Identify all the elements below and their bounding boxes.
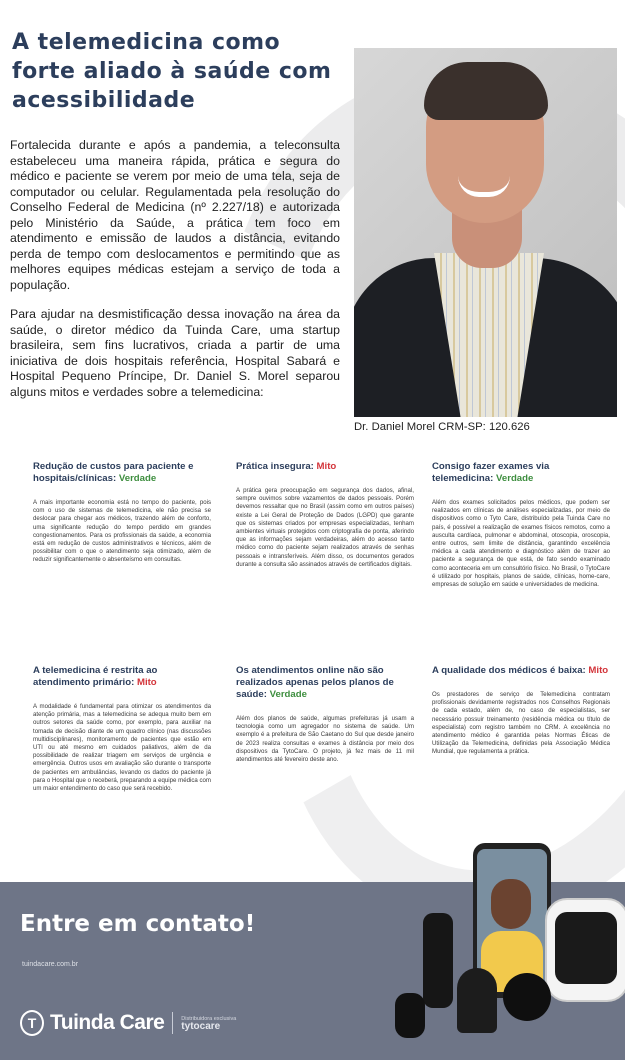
tuinda-logo-icon: T [20, 1010, 44, 1036]
intro-paragraph-1: Fortalecida durante e após a pandemia, a teleconsulta estabeleceu uma maneira rápida, prática e segura do médico e paciente se verem por meio de uma tela, seja de computador ou celular. Regulamentada pela resolução do Conselho Federal de Medicina (nº 2.227/18) e autorizada pelo Ministério da Saúde, a prática tem foco em atendimento e emissão de laudos a distância, evitando perda de tempo com deslocamentos e permitindo que as melhores equipes médicas estejam a serviço de toda a população. [10, 138, 340, 292]
intro-text [10, 138, 340, 414]
section-body: A mais importante economia está no tempo do paciente, pois com o uso de sistemas de telemedicina, ele não precisa se deslocar para chegar aos médicos, trazendo além de conforto, uma significante redução do tempo perdido em grandes congestionamentos. Para os profissionais da saúde, a economia está em redução de custos administrativos e técnicos, além de possibilitar com o que o atendimento seja otimizado, além de reduzir significantemente o absenteísmo em consultas. [33, 499, 211, 564]
section-heading: A telemedicina é restrita ao atendimento primário: Mito [33, 665, 158, 688]
intro-paragraph-2: Para ajudar na desmistificação dessa inovação na área da saúde, o diretor médico da Tuinda Care, uma startup brasileira, sem fins lucrativos, criada a partir de uma iniciativa de dois hospitais referência, Hospital Sabará e Hospital Pequeno Príncipe, Dr. Daniel S. Morel separou alguns mitos e verdades sobre a telemedicina: [10, 307, 340, 399]
verdict-badge: Mito [136, 677, 157, 688]
section-heading: Redução de custos para paciente e hospitais/clínicas: Verdade [33, 461, 194, 484]
section-heading: A qualidade dos médicos é baixa: Mito [432, 665, 609, 676]
tytocare-devices-image [395, 843, 625, 1058]
logo-divider [172, 1012, 173, 1034]
verdict-badge: Mito [588, 665, 609, 676]
logo-name: Tuinda Care [50, 1011, 165, 1034]
section-qualidade-medicos [432, 665, 610, 757]
section-body: A prática gera preocupação em segurança dos dados, afinal, sempre ouvimos sobre vazamentos de dados pessoais. Porém devemos ressaltar que no Brasil (assim como em outros países) existe a Lei Geral de Proteção de Dados (LGPD) que garante que os sistemas criados por empresas especializadas, tenham ambientes virtuais protegidos com criptografia de ponta, aferindo que as informações sejam verdadeiras, além do acesso tanto médico como do paciente sejam realizados através de senhas pessoais e intransferíveis. Além disso, os documentos gerados durante a consulta são assinados através de certificados digitais. [236, 487, 414, 568]
distributor-note: Distribuidora exclusiva tytocare [181, 1016, 237, 1032]
section-pratica-insegura [236, 461, 414, 569]
verdict-badge: Verdade [269, 689, 307, 700]
tuinda-care-logo [20, 1010, 236, 1036]
verdict-badge: Verdade [496, 473, 534, 484]
section-heading: Consigo fazer exames via telemedicina: Verdade [432, 461, 550, 484]
tablet-device-icon [545, 898, 625, 1002]
section-body: Os prestadores de serviço de Telemedicina contratam profissionais devidamente registrados nos Conselhos Regionais de cada estado, além de, no caso de especialistas, ser necessário possuir treinamento (residência médica ou título de especialista) com registro também no CRM. A excelência no atendimento médico é garantida pelas Normas Éticas de Utilização da Telemedicina, definidas pela Associação Médica Mundial, que regulamenta a prática. [432, 691, 610, 756]
page-title: A telemedicina como forte aliado à saúde com acessibilidade [12, 30, 332, 113]
section-atendimento-primario [33, 665, 211, 793]
section-body: Além dos planos de saúde, algumas prefeituras já usam a tecnologia como um agregador no sistema de saúde. Um exemplo é a prefeitura de São Caetano do Sul que desde janeiro de 2023 realiza consultas e exames à distância por meio dos dispositivos da TytoCare. O projeto, já fez mais de 11 mil atendimentos até fevereiro deste ano. [236, 715, 414, 764]
verdict-badge: Mito [316, 461, 337, 472]
section-body: Além dos exames solicitados pelos médicos, que podem ser realizados em clínicas de análises especializadas, por meio de dispositivos como o Tyto Care, distribuído pela Tuinda Care no país, é possível a realização de exames físicos remotos, como a ausculta cardíaca, pulmonar e abdominal, otoscopia, oroscopia, entre outros, sem limite de distância, garantindo excelência médica a cada atendimento e diagnóstico além de trazer ao paciente a segurança de que está, de fato sendo examinado como aconteceria em um consultório físico. No Brasil, o TytoCare é utilizado por hospitais, planos de saúde, clínicas, home-care, empresas de solução em saúde e universidades de medicina. [432, 499, 610, 589]
section-exames-telemedicina [432, 461, 610, 589]
section-reducao-custos [33, 461, 211, 565]
photo-caption: Dr. Daniel Morel CRM-SP: 120.626 [354, 421, 530, 433]
section-heading: Prática insegura: Mito [236, 461, 337, 472]
section-heading: Os atendimentos online não são realizados apenas pelos planos de saúde: Verdade [236, 665, 394, 700]
tytocare-logo: tytocare [181, 1021, 221, 1032]
website-link[interactable]: tuindacare.com.br [22, 961, 79, 968]
verdict-badge: Verdade [118, 473, 157, 484]
section-body: A modalidade é fundamental para otimizar os atendimentos da atenção primária, mas a telemedicina se adequa muito bem em outros setores da saúde como, por exemplo, para auxiliar na tomada de decisão diante de um quadro clínico (nas discussões multidisciplinares), monitoramento de pacientes que estão em UTI ou até mesmo em cuidados paliativos, além de da possibilidade de realizar triagem em serviços de urgência e emergência. Outros usos em avaliação são durante o transporte de pacientes em ambulâncias, levando os dados do paciente já para o Hospital que o receberá, preparando a equipe médica com um maior entendimento do caso que será recebido. [33, 703, 211, 793]
doctor-photo [354, 48, 617, 417]
section-planos-saude [236, 665, 414, 764]
contact-heading: Entre em contato! [20, 911, 256, 937]
